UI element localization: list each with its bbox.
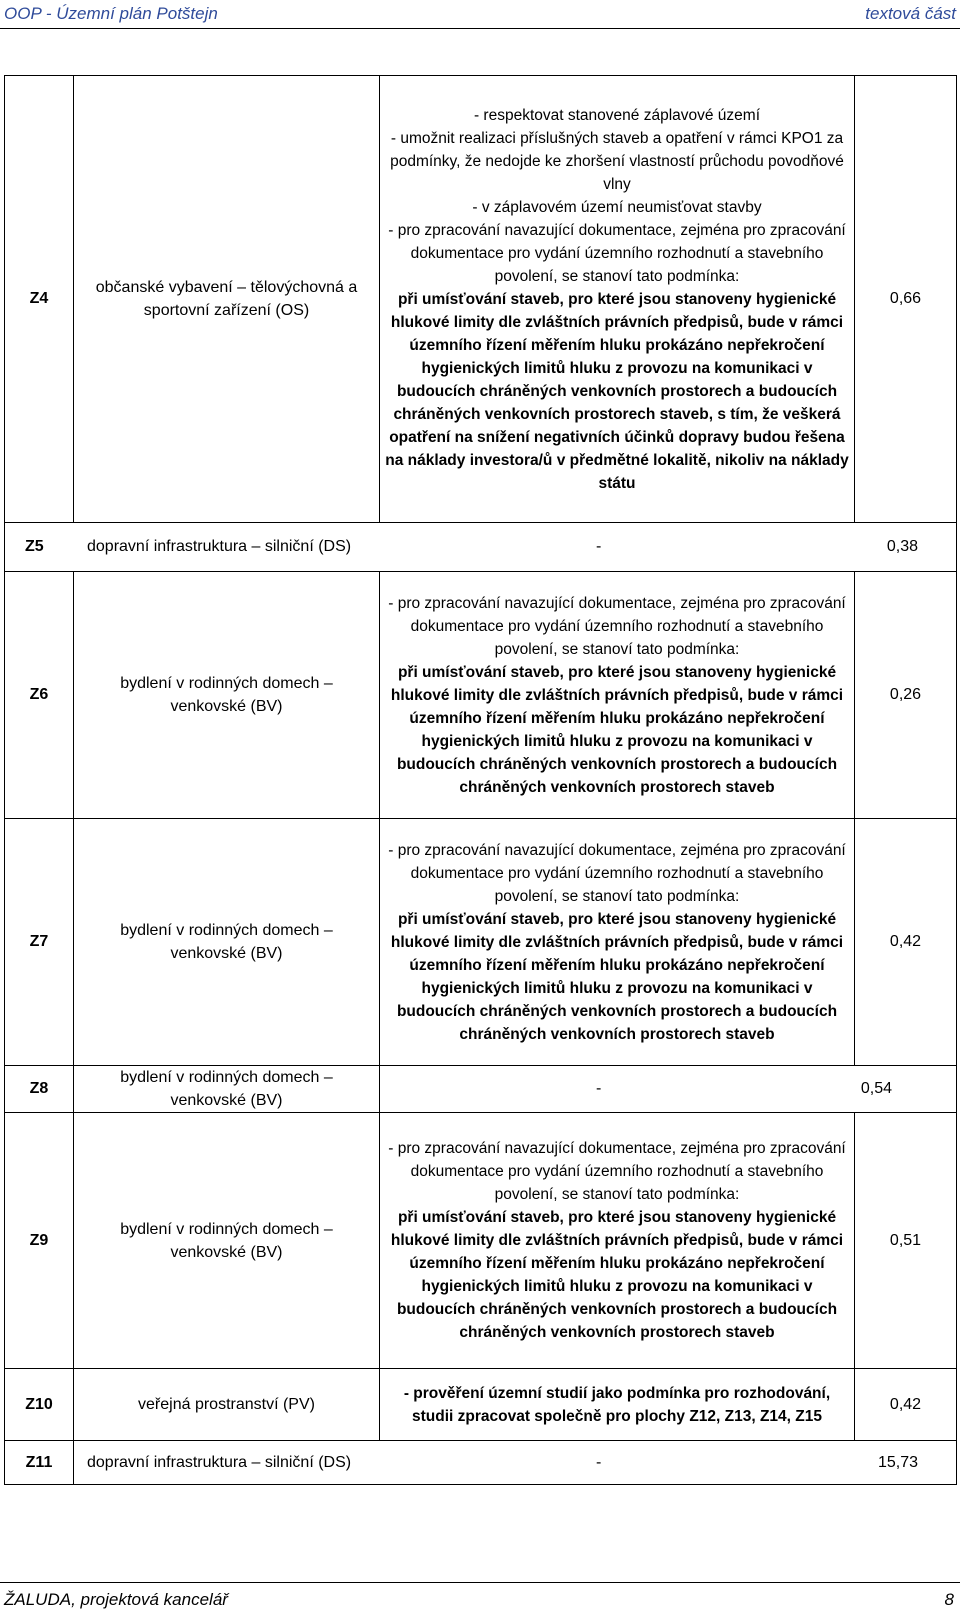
condition-bold-text: při umísťování staveb, pro které jsou stanoveny hygienické hlukové limity dle zvláštních právních předpisů, bude v rámci územního řízení měřením hluku prokázáno nepřekročení hygienických limitů hluku z provozu na komunikaci v budoucích chráněných venkovních prostorech a budoucích chráněných venkovních prostorech staveb, s tím, že veškerá opatření na snížení negativních účinků dopravy budou řešena na náklady investora/ů v předmětné lokalitě, nikoliv na náklady státu: [385, 290, 849, 492]
row-id: Z8: [5, 1066, 74, 1112]
page-footer: [0, 1582, 960, 1615]
table-row-z4: [4, 75, 957, 523]
row-conditions: [380, 572, 855, 818]
footer-rule: [0, 1582, 960, 1583]
row-conditions: -: [596, 1080, 602, 1097]
table-row-z6: [4, 571, 957, 819]
condition-bold-text: při umísťování staveb, pro které jsou stanoveny hygienické hlukové limity dle zvláštních právních předpisů, bude v rámci územního řízení měřením hluku prokázáno nepřekročení hygienických limitů hluku z provozu na komunikaci v budoucích chráněných venkovních prostorech a budoucích chráněných venkovních prostorech staveb: [390, 910, 844, 1043]
row-area: 15,73: [877, 1453, 918, 1471]
row-conditions: [380, 76, 855, 522]
row-id: Z7: [5, 819, 74, 1065]
page-header: [0, 0, 960, 30]
row-id: Z5: [25, 538, 44, 555]
row-area: 0,51: [889, 1231, 922, 1249]
row-id: Z10: [5, 1369, 74, 1440]
row-use: dopravní infrastruktura – silniční (DS): [87, 1453, 352, 1471]
condition-text: - umožnit realizaci příslušných staveb a opatření v rámci KPO1 za podmínky, že nedojde ke zhoršení vlastností průchodu povodňové vlny: [390, 129, 844, 193]
condition-text: - pro zpracování navazující dokumentace, zejména pro zpracování dokumentace pro vydání územního rozhodnutí a stavebního povolení, se stanoví tato podmínka:: [388, 221, 846, 285]
company-name: ŽALUDA, projektová kancelář: [4, 1590, 228, 1609]
row-use: bydlení v rodinných domech – venkovské (BV): [74, 1066, 380, 1112]
page-number: 8: [944, 1590, 954, 1609]
row-use: bydlení v rodinných domech – venkovské (BV): [74, 1113, 380, 1368]
table-row-z11: [4, 1440, 957, 1485]
row-area: 0,54: [860, 1080, 892, 1097]
row-conditions: -: [596, 538, 602, 555]
header-rule: [0, 28, 960, 29]
row-use: bydlení v rodinných domech – venkovské (BV): [74, 819, 380, 1065]
condition-bold-text: při umísťování staveb, pro které jsou stanoveny hygienické hlukové limity dle zvláštních právních předpisů, bude v rámci územního řízení měřením hluku prokázáno nepřekročení hygienických limitů hluku z provozu na komunikaci v budoucích chráněných venkovních prostorech a budoucích chráněných venkovních prostorech staveb: [390, 663, 844, 796]
row-conditions: [380, 1369, 855, 1440]
row-area: 0,26: [889, 686, 922, 703]
row-conditions: -: [596, 1453, 602, 1471]
condition-text: - pro zpracování navazující dokumentace, zejména pro zpracování dokumentace pro vydání územního rozhodnutí a stavebního povolení, se stanoví tato podmínka:: [388, 1140, 846, 1203]
section-label: textová část: [865, 4, 956, 23]
row-use: občanské vybavení – tělovýchovná a sportovní zařízení (OS): [74, 76, 380, 522]
row-area: 0,42: [889, 1395, 922, 1413]
row-id: Z4: [5, 76, 74, 522]
condition-text: - respektovat stanovené záplavové území: [473, 106, 761, 124]
condition-text: - pro zpracování navazující dokumentace, zejména pro zpracování dokumentace pro vydání územního rozhodnutí a stavebního povolení, se stanoví tato podmínka:: [388, 594, 846, 658]
row-area: 0,66: [889, 290, 922, 307]
table-row-z5: [4, 522, 957, 572]
row-id: Z11: [5, 1441, 74, 1484]
row-conditions: [380, 819, 855, 1065]
condition-bold-text: při umísťování staveb, pro které jsou stanoveny hygienické hlukové limity dle zvláštních právních předpisů, bude v rámci územního řízení měřením hluku prokázáno nepřekročení hygienických limitů hluku z provozu na komunikaci v budoucích chráněných venkovních prostorech a budoucích chráněných venkovních prostorech staveb: [390, 1209, 844, 1341]
row-conditions: [380, 1113, 855, 1368]
document-title: OOP - Územní plán Potštejn: [4, 4, 218, 23]
table-row-z10: [4, 1368, 957, 1441]
table-row-z9: [4, 1112, 957, 1369]
table-row-z7: [4, 818, 957, 1066]
table-row-z8: [4, 1065, 957, 1113]
row-use: veřejná prostranství (PV): [74, 1369, 380, 1440]
row-use: dopravní infrastruktura – silniční (DS): [87, 538, 352, 555]
condition-text: - pro zpracování navazující dokumentace, zejména pro zpracování dokumentace pro vydání územního rozhodnutí a stavebního povolení, se stanoví tato podmínka:: [388, 841, 846, 905]
row-area: 0,38: [886, 538, 918, 555]
condition-bold-text: - prověření územní studií jako podmínka pro rozhodování, studii zpracovat společně pro plochy Z12, Z13, Z14, Z15: [403, 1384, 831, 1425]
row-use: bydlení v rodinných domech – venkovské (BV): [74, 572, 380, 818]
row-id: Z9: [5, 1113, 74, 1368]
row-area: 0,42: [889, 933, 922, 950]
condition-text: - v záplavovém území neumisťovat stavby: [472, 198, 762, 216]
row-id: Z6: [5, 572, 74, 818]
